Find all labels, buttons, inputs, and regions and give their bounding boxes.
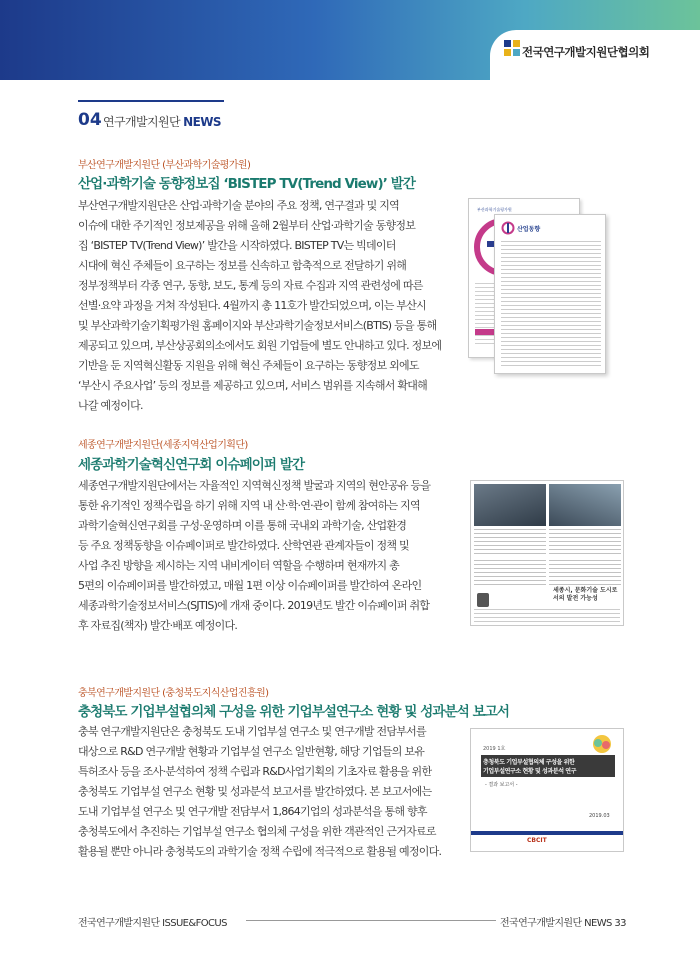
section-rule: [78, 100, 224, 102]
article-2-title: 세종과학기술혁신연구회 이슈페이퍼 발간: [78, 457, 305, 473]
article-1-line: 시대에 혁신 주체들이 요구하는 정보를 신속하고 함축적으로 전달하기 위해: [78, 259, 407, 272]
footer-left: 전국연구개발지원단 ISSUE&FOCUS: [78, 918, 227, 929]
bistep-tv-inner-page-image: [494, 214, 606, 374]
article-2-line: 과학기술혁신연구회를 구성·운영하며 이를 통해 국내외 과학기술, 산업환경: [78, 519, 407, 532]
section-title: [103, 113, 221, 130]
collage-text-block-1: [474, 529, 546, 557]
article-2-line: 사업 추진 방향을 제시하는 지역 내비게이터 역할을 수행하며 현재까지 총: [78, 559, 399, 572]
section-title-prefix: 연구개발지원단: [103, 115, 184, 129]
article-1-line: ‘부산시 주요사업’ 등의 정보를 제공하고 있으며, 서비스 범위를 지속해서 확대해: [78, 379, 427, 392]
article-2-source: 세종연구개발지원단(세종지역산업기획단): [78, 440, 248, 451]
report-cover-date: 2019.03: [589, 813, 610, 819]
article-3-body: [78, 722, 462, 862]
report-issue-label: 2019 1호: [483, 746, 506, 752]
article-2-body: [78, 476, 461, 636]
collage-text-block-3: [474, 560, 546, 588]
report-cover-subtitle: - 결과 보고서 -: [485, 782, 518, 788]
footer-right-title: 전국연구개발지원단 NEWS: [500, 918, 612, 929]
article-2-line: 후 자료집(책자) 발간·배포 예정이다.: [78, 619, 238, 632]
inner-page-text-lines: [501, 241, 601, 369]
article-1-line: 정부정책부터 각종 연구, 동향, 보도, 통계 등의 자료 수집과 지역 관련성에 따른: [78, 279, 423, 292]
report-cover-title-2: 기업부설연구소 현황 및 성과분석 연구: [483, 768, 577, 775]
section-title-suffix: NEWS: [183, 115, 221, 129]
article-1-line: 선별·요약 과정을 거쳐 작성된다. 4월까지 총 11호가 발간되었으며, 이는 부산시: [78, 299, 426, 312]
article-1-line: 및 부산과학기술기획평가원 홈페이지와 부산과학기술정보서비스(BTIS) 등을 통해: [78, 319, 437, 332]
trend-circle-icon: [501, 221, 515, 235]
report-cover-stripe: [471, 831, 624, 835]
org-logo-icon: [502, 38, 522, 58]
report-cover-image: [470, 728, 624, 852]
issue-paper-collage-image: [470, 480, 624, 626]
collage-text-block-4: [549, 560, 621, 588]
org-name: 전국연구개발지원단협의회: [522, 45, 650, 59]
article-1-line: 집 ‘BISTEP TV(Trend View)’ 발간을 시작하였다. BISTEP TV는 빅데이터: [78, 239, 396, 252]
article-2-line: 세종과학기술정보서비스(SJTIS)에 개재 중이다. 2019년도 발간 이슈페이퍼 취합: [78, 599, 430, 612]
article-1-line: 기반을 둔 지역혁신활동 지원을 위해 혁신 주체들이 요구하는 동향정보 외에도: [78, 359, 419, 372]
article-2-line: 세종연구개발지원단에서는 자율적인 지역혁신정책 발굴과 지역의 현안공유 등을: [78, 479, 431, 492]
article-3-line: 충북 연구개발지원단은 충청북도 도내 기업부설 연구소 및 연구개발 전담부서를: [78, 725, 426, 738]
section-number: 04: [78, 110, 102, 130]
article-2-line: 통한 유기적인 정책수립을 하기 위해 지역 내 산·학·연·관이 함께 참여하는 지역: [78, 499, 420, 512]
article-1-title: 산업·과학기술 동향정보집 ‘BISTEP TV(Trend View)’ 발간: [78, 176, 416, 192]
report-cover-title-1: 충청북도 기업부설협의체 구성을 위한: [483, 759, 575, 766]
article-1-body: [78, 196, 458, 416]
collage-headline: 세종시, 문화기술 도시로서의 발전 가능성: [553, 587, 618, 602]
article-3-line: 도내 기업부설 연구소 및 연구개발 전담부서 1,864기업의 성과분석을 통해 향후: [78, 805, 427, 818]
article-1-line: 나갈 예정이다.: [78, 399, 143, 412]
collage-text-block-2: [549, 529, 621, 557]
article-1-line: 이슈에 대한 주기적인 정보제공을 위해 올해 2월부터 산업·과학기술 동향정보: [78, 219, 416, 232]
article-1-line: 제공되고 있으며, 부산상공회의소에서도 회원 기업들에 별도 안내하고 있다. 정보에: [78, 339, 442, 352]
collage-portrait: [477, 593, 489, 607]
report-cover-logo: CBCIT: [527, 837, 547, 844]
article-2-line: 등 주요 정책동향을 이슈페이퍼로 발간하였다. 산학연관 관계자들이 정책 및: [78, 539, 409, 552]
article-3-line: 충청북도 기업부설 연구소 현황 및 성과분석 보고서를 발간하였다. 본 보고서에는: [78, 785, 432, 798]
article-1-source: 부산연구개발지원단 (부산과학기술평가원): [78, 160, 251, 171]
bistep-cover-org: 부산과학기술평가원: [477, 207, 512, 212]
page-number: 33: [614, 918, 626, 929]
collage-text-block-5: [474, 609, 620, 623]
footer-right: [500, 914, 626, 929]
article-3-line: 활용될 뿐만 아니라 충청북도의 과학기술 정책 수립에 적극적으로 활용될 예정이다.: [78, 845, 442, 858]
article-3-title: 충청북도 기업부설협의체 구성을 위한 기업부설연구소 현황 및 성과분석 보고서: [78, 704, 510, 720]
footer-rule: [246, 920, 496, 921]
article-3-line: 특허조사 등을 조사·분석하여 정책 수립과 R&D사업기획의 기초자료 활용을 위한: [78, 765, 432, 778]
article-2-line: 5편의 이슈페이퍼를 발간하였고, 매월 1편 이상 이슈페이퍼를 발간하여 온라인: [78, 579, 422, 592]
collage-photo-2: [549, 484, 621, 526]
report-cover-emblem-icon: [587, 733, 617, 755]
article-3-line: 대상으로 R&D 연구개발 현황과 기업부설 연구소 일반현황, 해당 기업들의 보유: [78, 745, 425, 758]
article-3-line: 충청북도에서 추진하는 기업부설 연구소 협의체 구성을 위한 객관적인 근거자료로: [78, 825, 436, 838]
article-1-line: 부산연구개발지원단은 산업·과학기술 분야의 주요 정책, 연구결과 및 지역: [78, 199, 399, 212]
collage-photo-1: [474, 484, 546, 526]
inner-page-heading: 산업동향: [517, 226, 541, 233]
article-3-source: 충북연구개발지원단 (충청북도지식산업진흥원): [78, 688, 269, 699]
